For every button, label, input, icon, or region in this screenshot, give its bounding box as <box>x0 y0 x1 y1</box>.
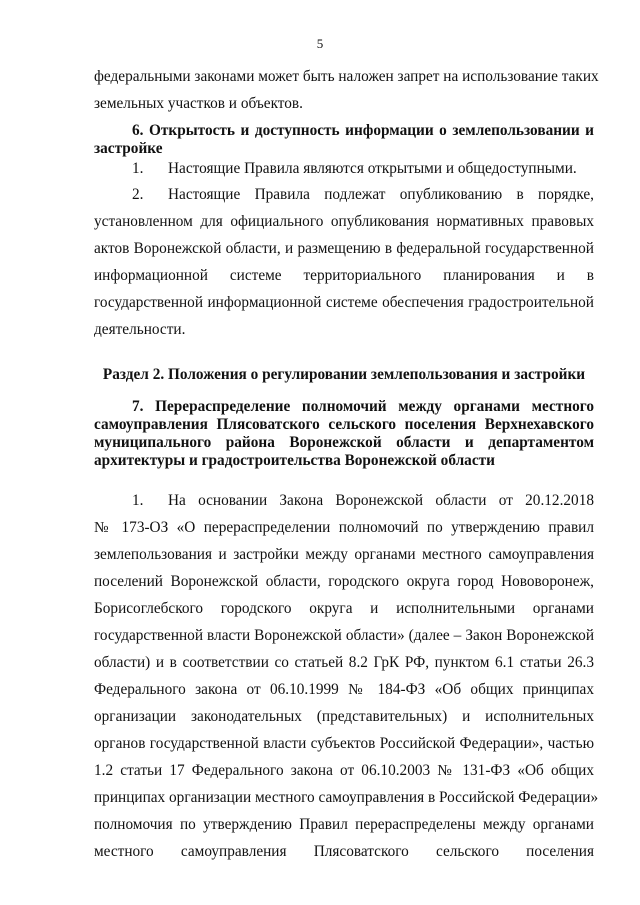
body-line: области) и в соответствии со статьей 8.2 ГрК РФ, пунктом 6.1 статьи 26.3 <box>94 654 594 671</box>
body-line: актов Воронежской области, и размещению в федеральной государственной <box>94 240 594 257</box>
section-6-heading-cont: застройке <box>94 140 163 157</box>
section-7-heading: 7. Перераспределение полномочий между органами местного <box>132 398 594 415</box>
section-7-item-1 <box>132 492 594 510</box>
section-7-heading-cont: муниципального района Воронежской области и департаментом <box>94 434 594 451</box>
body-line: полномочия по утверждению Правил перераспределены между органами <box>94 816 594 833</box>
item-number: 2. <box>132 186 144 203</box>
section-6-item-2 <box>132 186 594 204</box>
body-line: федеральными законами может быть наложен запрет на использование таких <box>94 68 599 85</box>
body-line: поселений Воронежской области, городского округа город Нововоронеж, <box>94 573 594 590</box>
item-text: На основании Закона Воронежской области от 20.12.2018 <box>168 492 594 509</box>
body-line: Федерального закона от 06.10.1999 № 184-ФЗ «Об общих принципах <box>94 681 594 698</box>
body-line: местного самоуправления Плясоватского сельского поселения <box>94 843 594 860</box>
part-2-title: Раздел 2. Положения о регулировании землепользования и застройки <box>102 366 586 383</box>
page-number: 5 <box>316 36 324 51</box>
section-7-heading-cont: самоуправления Плясоватского сельского поселения Верхнехавского <box>94 416 594 433</box>
body-line: землепользования и застройки между органами местного самоуправления <box>94 546 594 563</box>
section-6-item-1 <box>132 160 594 178</box>
body-line: установленном для официального опубликования нормативных правовых <box>94 213 594 230</box>
section-6-heading: 6. Открытость и доступность информации о землепользовании и <box>132 122 594 139</box>
body-line: принципах организации местного самоуправления в Российской Федерации» <box>94 789 599 806</box>
body-line: деятельности. <box>94 321 186 338</box>
item-number: 1. <box>132 160 144 177</box>
body-line: № 173-ОЗ «О перераспределении полномочий по утверждению правил <box>94 519 594 536</box>
body-line: 1.2 статьи 17 Федерального закона от 06.10.2003 № 131-ФЗ «Об общих <box>94 762 594 779</box>
body-line: государственной власти Воронежской области» (далее – Закон Воронежской <box>94 627 594 644</box>
body-line: органов государственной власти субъектов Российской Федерации», частью <box>94 735 594 752</box>
item-text: Настоящие Правила подлежат опубликованию в порядке, <box>168 186 594 203</box>
section-7-heading-cont: архитектуры и градостроительства Воронежской области <box>94 452 495 469</box>
item-text: Настоящие Правила являются открытыми и общедоступными. <box>168 160 577 177</box>
body-line: информационной системе территориального планирования и в <box>94 267 594 284</box>
body-line: земельных участков и объектов. <box>94 95 303 112</box>
body-line: организации законодательных (представительных) и исполнительных <box>94 708 594 725</box>
body-line: государственной информационной системе обеспечения градостроительной <box>94 294 594 311</box>
body-line: Борисоглебского городского округа и исполнительными органами <box>94 600 594 617</box>
item-number: 1. <box>132 492 144 509</box>
